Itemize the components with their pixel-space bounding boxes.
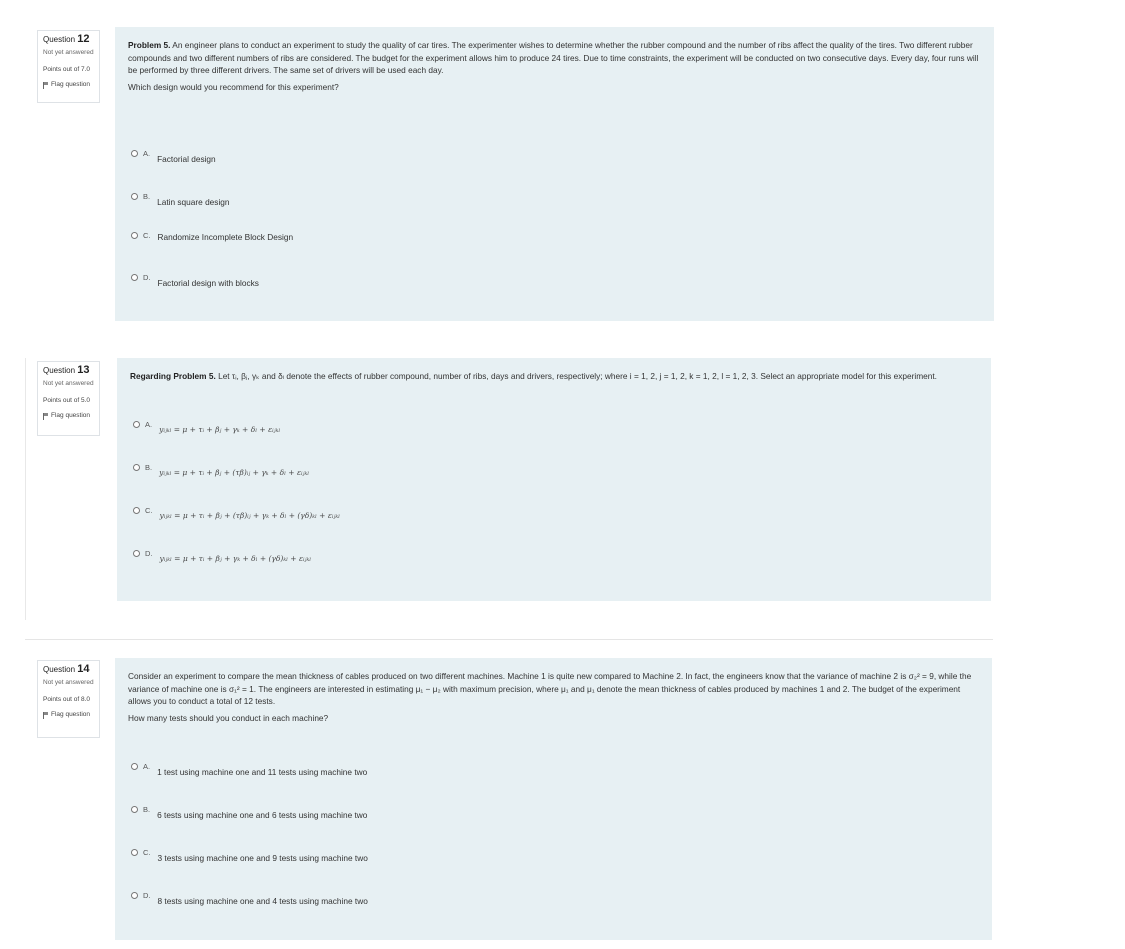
question-content-13 — [117, 358, 991, 601]
problem-body: Let τᵢ, βⱼ, γₖ and δₗ denote the effects of rubber compound, number of ribs, days and drivers, respectively; where i = 1, 2, j = 1, 2, k = 1, 2, l = 1, 2, 3. Select an appropriate model for this experiment. — [218, 371, 937, 381]
question-number: Question 13 — [43, 364, 90, 376]
option-c[interactable]: C. 3 tests using machine one and 9 tests using machine two — [131, 849, 368, 863]
option-b[interactable]: B. 6 tests using machine one and 6 tests using machine two — [131, 806, 367, 820]
option-d[interactable]: D. yᵢⱼₖₗ = μ + τᵢ + βⱼ + γₖ + δₗ + (γδ)ₖₗ + εᵢⱼₖₗ — [133, 550, 311, 563]
flag-label: Flag question — [51, 412, 91, 419]
flag-label: Flag question — [51, 81, 91, 88]
option-a[interactable]: A. yᵢⱼₖₗ = μ + τᵢ + βⱼ + γₖ + δₗ + εᵢⱼₖₗ — [133, 421, 280, 434]
question-text — [130, 370, 977, 383]
radio-button[interactable] — [133, 550, 140, 557]
radio-button[interactable] — [133, 421, 140, 428]
flag-icon — [43, 712, 48, 719]
divider-vertical — [25, 358, 26, 620]
question-text — [128, 670, 978, 708]
question-marks: Points out of 7.0 — [43, 66, 90, 73]
radio-button[interactable] — [131, 274, 138, 281]
question-marks: Points out of 5.0 — [43, 397, 90, 404]
option-c[interactable]: C. Randomize Incomplete Block Design — [131, 232, 293, 242]
question-info-13 — [37, 361, 100, 436]
radio-button[interactable] — [131, 193, 138, 200]
problem-body: An engineer plans to conduct an experiment to study the quality of car tires. The experimenter wishes to determine whether the rubber compound and the number of ribs affect the quality of the tires. Two different rubber compounds and two different numbers of ribs are considered. The budget for the experiment allows him to produce 24 tires. Due to time constraints, the experiment will be conducted on two consecutive days. Every day, four runs will be performed by three different drivers. The same set of drivers will be used each day. — [128, 40, 979, 75]
radio-button[interactable] — [131, 806, 138, 813]
flag-question-button[interactable] — [43, 711, 95, 719]
question-prompt: How many tests should you conduct in each machine? — [128, 712, 329, 723]
question-number: Question 12 — [43, 33, 90, 45]
radio-button[interactable] — [131, 232, 138, 239]
flag-icon — [43, 82, 48, 89]
radio-button[interactable] — [133, 464, 140, 471]
question-number: Question 14 — [43, 663, 90, 675]
flag-question-button[interactable] — [43, 81, 95, 89]
question-divider — [25, 639, 993, 640]
option-b[interactable]: B. yᵢⱼₖₗ = μ + τᵢ + βⱼ + (τβ)ᵢⱼ + γₖ + δₗ + εᵢⱼₖₗ — [133, 464, 309, 477]
radio-button[interactable] — [131, 150, 138, 157]
question-state: Not yet answered — [43, 49, 94, 56]
question-content-14 — [115, 658, 992, 940]
radio-button[interactable] — [131, 763, 138, 770]
radio-button[interactable] — [133, 507, 140, 514]
problem-body: Consider an experiment to compare the mean thickness of cables produced on two different machines. Machine 1 is quite new compared to Machine 2. In fact, the engineers know that the variance of machine 2 is σ₂² = 9, while the variance of machine one is σ₁² = 1. The engineers are interested in estimating μ₁ − μ₂ with maximum precision, where μ₁ and μ₁ denote the mean thickness of cables produced by machines 1 and 2. The budget of the experiment allows you to conduct a total of 12 tests. — [128, 671, 972, 706]
flag-question-button[interactable] — [43, 412, 95, 420]
question-prompt: Which design would you recommend for this experiment? — [128, 81, 339, 92]
question-content-12 — [115, 27, 994, 321]
option-b[interactable]: B. Latin square design — [131, 193, 230, 207]
problem-title: Problem 5. — [128, 40, 171, 50]
question-text — [128, 39, 980, 77]
option-d[interactable]: D. Factorial design with blocks — [131, 274, 259, 288]
option-a[interactable]: A. 1 test using machine one and 11 tests using machine two — [131, 763, 367, 777]
question-marks: Points out of 8.0 — [43, 696, 90, 703]
problem-title: Regarding Problem 5. — [130, 371, 216, 381]
question-state: Not yet answered — [43, 679, 94, 686]
flag-label: Flag question — [51, 711, 91, 718]
option-c[interactable]: C. yᵢⱼₖₗ = μ + τᵢ + βⱼ + (τβ)ᵢⱼ + γₖ + δₗ + (γδ)ₖₗ + εᵢⱼₖₗ — [133, 507, 340, 520]
radio-button[interactable] — [131, 892, 138, 899]
question-info-14 — [37, 660, 100, 738]
radio-button[interactable] — [131, 849, 138, 856]
option-d[interactable]: D. 8 tests using machine one and 4 tests using machine two — [131, 892, 368, 906]
question-state: Not yet answered — [43, 380, 94, 387]
option-a[interactable]: A. Factorial design — [131, 150, 216, 164]
flag-icon — [43, 413, 48, 420]
question-info-12 — [37, 30, 100, 103]
